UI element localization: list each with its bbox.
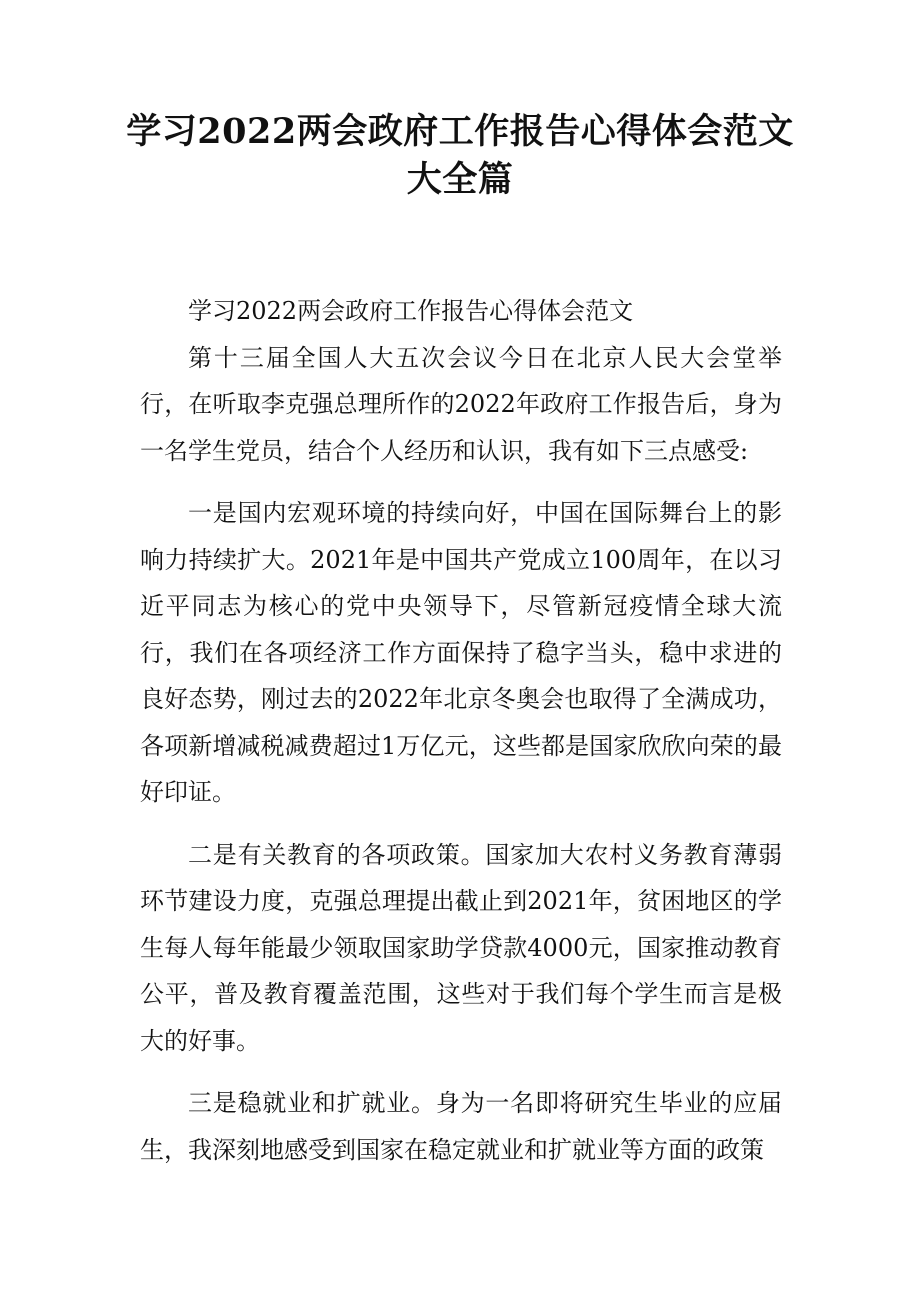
paragraph-point-2: 二是有关教育的各项政策。国家加大农村义务教育薄弱环节建设力度，克强总理提出截止到2021年，贫困地区的学生每人每年能最少领取国家助学贷款4000元，国家推动教育公平，普及教育覆盖范围，这些对于我们每个学生而言是极大的好事。 (140, 840, 782, 1055)
paragraph-point-1: 一是国内宏观环境的持续向好，中国在国际舞台上的影响力持续扩大。2021年是中国共产党成立100周年，在以习近平同志为核心的党中央领导下，尽管新冠疫情全球大流行，我们在各项经济工作方面保持了稳字当头，稳中求进的良好态势，刚过去的2022年北京冬奥会也取得了全满成功，各项新增减税减费超过1万亿元，这些都是国家欣欣向荣的最好印证。 (140, 499, 782, 806)
title-line-2: 大全篇 (406, 159, 514, 200)
title-line-1: 学习2022两会政府工作报告心得体会范文 (126, 111, 794, 152)
paragraph-intro: 第十三届全国人大五次会议今日在北京人民大会堂举行，在听取李克强总理所作的2022年政府工作报告后，身为一名学生党员，结合个人经历和认识，我有如下三点感受: (140, 343, 782, 465)
document-subtitle: 学习2022两会政府工作报告心得体会范文 (188, 297, 634, 325)
paragraph-point-3: 三是稳就业和扩就业。身为一名即将研究生毕业的应届生，我深刻地感受到国家在稳定就业和扩就业等方面的政策 (140, 1089, 782, 1164)
document-title (60, 108, 860, 204)
document-body (140, 288, 782, 1173)
